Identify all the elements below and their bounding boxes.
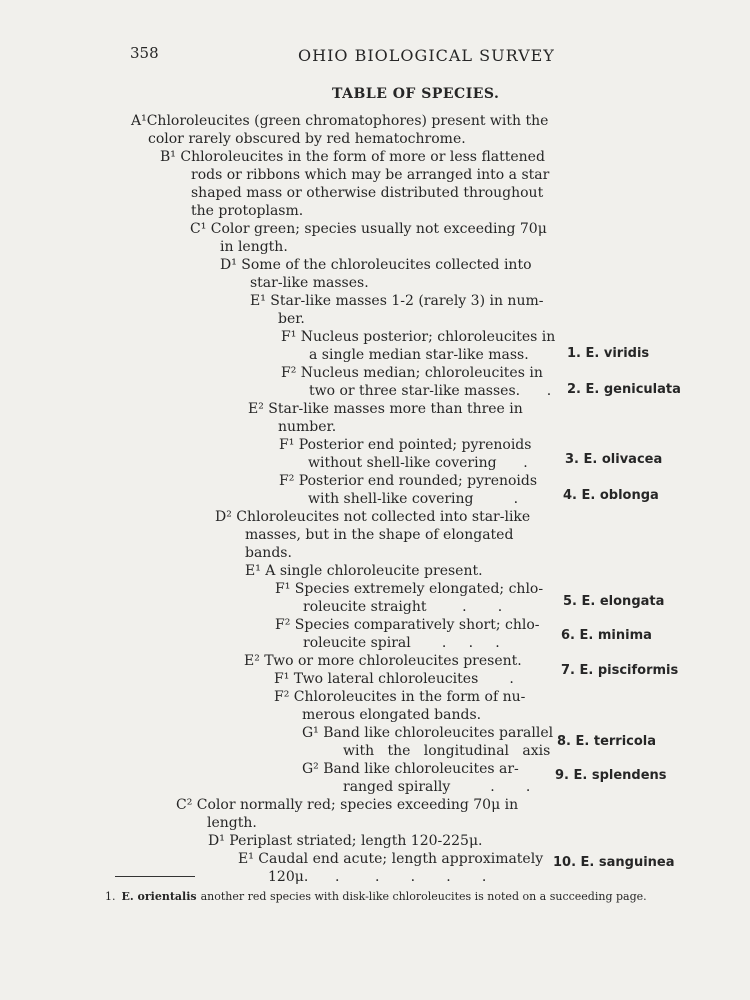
key-line: star-like masses.: [250, 275, 369, 291]
species-name: 8. E. terricola: [557, 734, 657, 749]
key-line: two or three star-like masses. .: [309, 383, 552, 399]
key-line: C² Color normally red; species exceeding 70μ in: [176, 797, 519, 813]
key-line: F¹ Species extremely elongated; chlo-: [275, 581, 544, 597]
species-name: 3. E. olivacea: [565, 452, 663, 467]
species-name: 7. E. pisciformis: [561, 663, 679, 678]
species-name: 5. E. elongata: [563, 594, 665, 609]
key-line: F¹ Nucleus posterior; chloroleucites in: [281, 329, 556, 345]
key-line: G² Band like chloroleucites ar-: [302, 761, 519, 777]
key-line: C¹ Color green; species usually not exceeding 70μ: [190, 221, 547, 237]
key-line: E¹ Star-like masses 1-2 (rarely 3) in num-: [250, 293, 544, 309]
footnote: [105, 890, 675, 903]
key-line: D¹ Some of the chloroleucites collected into: [220, 257, 532, 273]
key-line: number.: [278, 419, 337, 435]
key-line: D² Chloroleucites not collected into star-like: [215, 509, 531, 525]
table-title: TABLE OF SPECIES.: [332, 86, 500, 102]
key-line: ber.: [278, 311, 305, 327]
footnote-species-name: E. orientalis: [121, 890, 197, 903]
key-line: F¹ Posterior end pointed; pyrenoids: [279, 437, 532, 453]
species-name: 6. E. minima: [561, 628, 652, 643]
key-line: F² Posterior end rounded; pyrenoids: [279, 473, 538, 489]
key-line: E¹ A single chloroleucite present.: [245, 563, 483, 579]
key-line: a single median star-like mass.: [309, 347, 529, 363]
species-name: 9. E. splendens: [555, 768, 667, 783]
key-line: color rarely obscured by red hematochrome.: [148, 131, 466, 147]
key-line: F² Chloroleucites in the form of nu-: [274, 689, 526, 705]
key-line: 120μ. . . . . .: [268, 869, 487, 885]
key-line: rods or ribbons which may be arranged into a star: [191, 167, 550, 183]
key-line: merous elongated bands.: [302, 707, 482, 723]
key-line: in length.: [220, 239, 288, 255]
key-line: without shell-like covering .: [308, 455, 528, 471]
key-line: A¹Chloroleucites (green chromatophores) present with the: [131, 113, 549, 129]
key-line: the protoplasm.: [191, 203, 304, 219]
page-number: 358: [130, 44, 159, 62]
footnote-divider: [115, 876, 195, 877]
key-line: E² Two or more chloroleucites present.: [244, 653, 522, 669]
footnote-text: another red species with disk-like chloroleucites is noted on a succeeding page.: [200, 890, 647, 903]
key-line: D¹ Periplast striated; length 120-225μ.: [208, 833, 483, 849]
key-line: F² Nucleus median; chloroleucites in: [281, 365, 543, 381]
key-line: bands.: [245, 545, 292, 561]
key-line: with shell-like covering .: [308, 491, 519, 507]
key-line: F² Species comparatively short; chlo-: [275, 617, 540, 633]
species-name: 10. E. sanguinea: [553, 855, 675, 870]
key-line: shaped mass or otherwise distributed throughout: [191, 185, 544, 201]
key-line: F¹ Two lateral chloroleucites .: [274, 671, 514, 687]
species-name: 1. E. viridis: [567, 346, 650, 361]
key-line: roleucite straight . .: [303, 599, 503, 615]
species-name: 2. E. geniculata: [567, 382, 681, 397]
species-name: 4. E. oblonga: [563, 488, 659, 503]
key-line: with the longitudinal axis: [343, 743, 551, 759]
key-line: ranged spirally . .: [343, 779, 531, 795]
key-line: E² Star-like masses more than three in: [248, 401, 523, 417]
footnote-number: 1.: [105, 890, 116, 903]
key-line: masses, but in the shape of elongated: [245, 527, 514, 543]
key-line: G¹ Band like chloroleucites parallel: [302, 725, 554, 741]
key-line: B¹ Chloroleucites in the form of more or less flattened: [160, 149, 545, 165]
key-line: roleucite spiral . . .: [303, 635, 500, 651]
key-line: E¹ Caudal end acute; length approximately: [238, 851, 544, 867]
running-header: OHIO BIOLOGICAL SURVEY: [298, 46, 555, 65]
key-line: length.: [207, 815, 257, 831]
